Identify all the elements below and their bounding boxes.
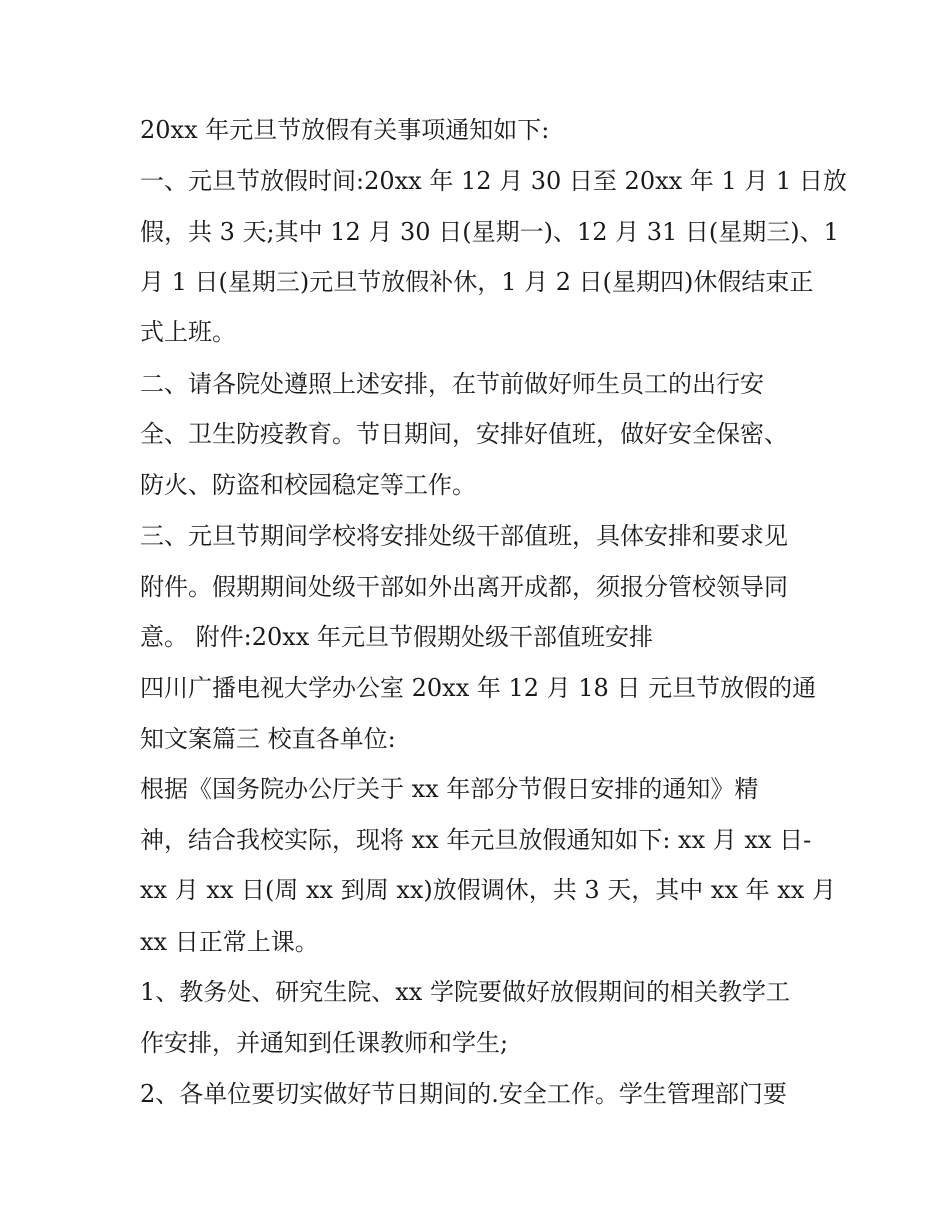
text-line: 意。 附件:20xx 年元旦节假期处级干部值班安排	[140, 623, 653, 651]
text-line: 四川广播电视大学办公室 20xx 年 12 月 18 日 元旦节放假的通	[140, 674, 817, 702]
text-line: xx 月 xx 日(周 xx 到周 xx)放假调休，共 3 天，其中 xx 年 xx 月	[140, 876, 836, 904]
text-line: 作安排，并通知到任课教师和学生;	[140, 1029, 509, 1057]
text-line: 假，共 3 天;其中 12 月 30 日(星期一)、12 月 31 日(星期三)、1	[140, 218, 839, 246]
text-line: 神，结合我校实际，现将 xx 年元旦放假通知如下: xx 月 xx 日-	[140, 826, 812, 854]
text-line: xx 日正常上课。	[140, 928, 319, 956]
text-line: 2、各单位要切实做好节日期间的.安全工作。学生管理部门要	[140, 1080, 787, 1108]
text-line: 1、教务处、研究生院、xx 学院要做好放假期间的相关教学工	[140, 978, 790, 1006]
text-line: 防火、防盗和校园稳定等工作。	[140, 471, 476, 499]
text-line: 一、元旦节放假时间:20xx 年 12 月 30 日至 20xx 年 1 月 1 日放	[140, 167, 847, 195]
text-line: 全、卫生防疫教育。节日期间，安排好值班，做好安全保密、	[140, 420, 788, 448]
text-line: 三、元旦节期间学校将安排处级干部值班，具体安排和要求见	[140, 522, 788, 550]
text-line: 式上班。	[140, 318, 236, 346]
text-line: 根据《国务院办公厅关于 xx 年部分节假日安排的通知》精	[140, 775, 759, 803]
text-line: 二、请各院处遵照上述安排，在节前做好师生员工的出行安	[140, 370, 764, 398]
text-line: 月 1 日(星期三)元旦节放假补休，1 月 2 日(星期四)休假结束正	[140, 268, 814, 296]
text-line: 知文案篇三 校直各单位:	[140, 725, 396, 753]
text-line: 附件。假期期间处级干部如外出离开成都，须报分管校领导同	[140, 573, 788, 601]
text-line: 20xx 年元旦节放假有关事项通知如下:	[140, 116, 550, 144]
